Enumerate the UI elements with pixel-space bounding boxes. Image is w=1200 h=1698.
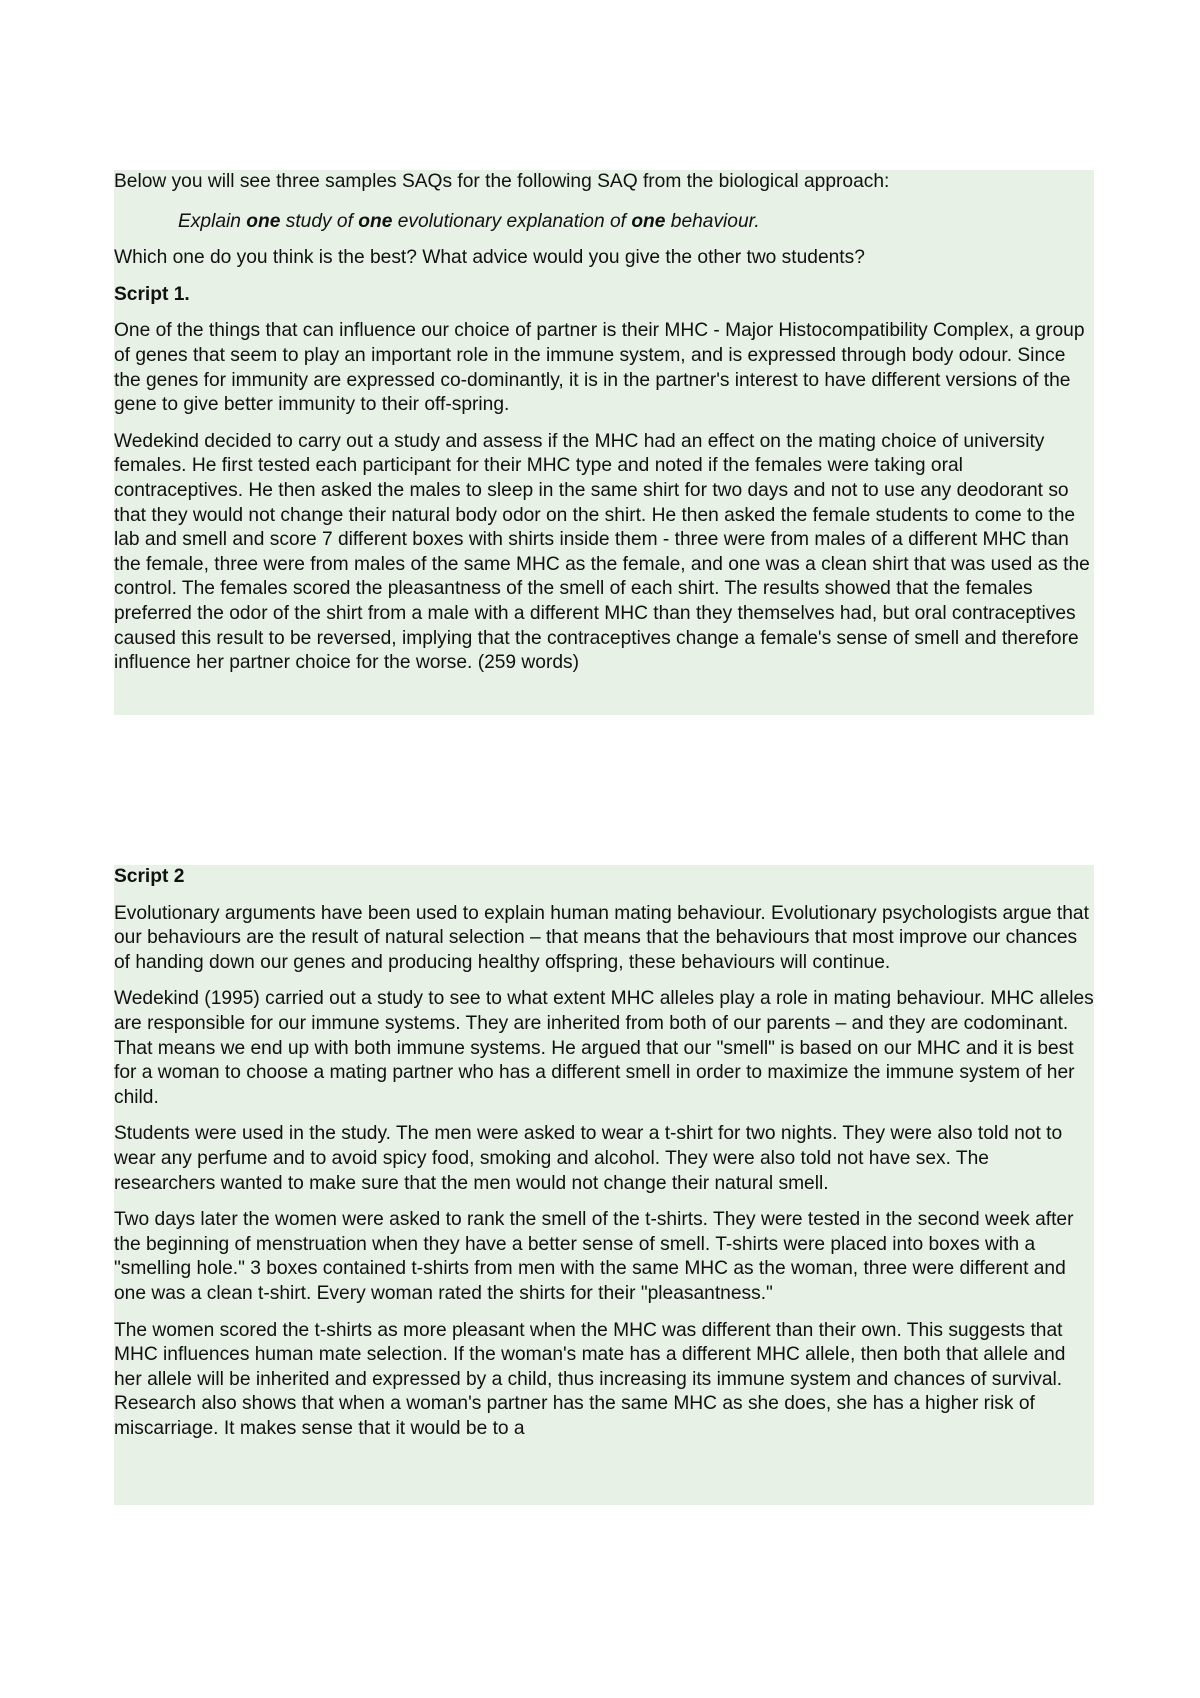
question-part-3: evolutionary explanation of: [392, 210, 632, 232]
script1-section: [114, 170, 1094, 715]
script1-paragraph: One of the things that can influence our choice of partner is their MHC - Major Histocompatibility Complex, a group of genes that seem to play an important role in the immune system, and is expressed through body odour. Since the genes for immunity are expressed co-dominantly, it is in the partner's interest to have different versions of the gene to give better immunity to their off-spring.: [114, 320, 1085, 416]
script1-heading: Script 1.: [114, 283, 190, 305]
question-part-1: Explain: [178, 210, 247, 232]
script2-paragraph: Evolutionary arguments have been used to explain human mating behaviour. Evolutionary psychologists argue that our behaviours are the result of natural selection – that means that the behaviours that most improve our chances of handing down our genes and producing healthy offspring, these behaviours will continue.: [114, 902, 1089, 973]
script2-section: [114, 865, 1094, 1505]
saq-question: [114, 210, 1094, 235]
script2-heading: Script 2: [114, 866, 185, 887]
script2-paragraph: Two days later the women were asked to rank the smell of the t-shirts. They were tested in the second week after the beginning of menstruation when they have a better sense of smell. T-shirts were placed into boxes with a "smelling hole." 3 boxes contained t-shirts from men with the same MHC as the woman, three were different and one was a clean t-shirt. Every woman rated the shirts for their "pleasantness.": [114, 1209, 1074, 1304]
question-bold-1: one: [246, 210, 281, 232]
script1-paragraph: Wedekind decided to carry out a study and assess if the MHC had an effect on the mating choice of university females. He first tested each participant for their MHC type and noted if the females were taking oral contraceptives. He then asked the males to sleep in the same shirt for two days and not to use any deodorant so that they would not change their natural body odor on the shirt. He then asked the female students to come to the lab and smell and score 7 different boxes with shirts inside them - three were from males of a different MHC than the female, three were from males of the same MHC as the female, and one was a clean shirt that was used as the control. The females scored the pleasantness of the smell of each shirt. The results showed that the females preferred the odor of the shirt from a male with a different MHC than they themselves had, but oral contraceptives caused this result to be reversed, implying that the contraceptives change a female's sense of smell and therefore influence her partner choice for the worse. (259 words): [114, 430, 1090, 674]
question-bold-3: one: [631, 210, 666, 232]
question-bold-2: one: [358, 210, 393, 232]
script2-paragraph: The women scored the t-shirts as more pleasant when the MHC was different than their own. This suggests that MHC influences human mate selection. If the woman's mate has a different MHC allele, then both that allele and her allele will be inherited and expressed by a child, thus increasing its immune system and chances of survival. Research also shows that when a woman's partner has the same MHC as she does, she has a higher risk of miscarriage. It makes sense that it would be to a: [114, 1319, 1066, 1439]
question-part-2: study of: [280, 210, 359, 232]
script2-paragraph: Wedekind (1995) carried out a study to see to what extent MHC alleles play a role in mating behaviour. MHC alleles are responsible for our immune systems. They are inherited from both of our parents – and they are codominant. That means we end up with both immune systems. He argued that our "smell" is based on our MHC and it is best for a woman to choose a mating partner who has a different smell in order to maximize the immune system of her child.: [114, 988, 1094, 1108]
script2-paragraph: Students were used in the study. The men were asked to wear a t-shirt for two nights. They were also told not to wear any perfume and to avoid spicy food, smoking and alcohol. They were also told not have sex. The researchers wanted to make sure that the men would not change their natural smell.: [114, 1123, 1063, 1194]
prompt-text: Which one do you think is the best? What advice would you give the other two students?: [114, 247, 865, 269]
intro-text: Below you will see three samples SAQs for the following SAQ from the biological approach:: [114, 171, 890, 192]
question-part-4: behaviour.: [665, 210, 760, 232]
